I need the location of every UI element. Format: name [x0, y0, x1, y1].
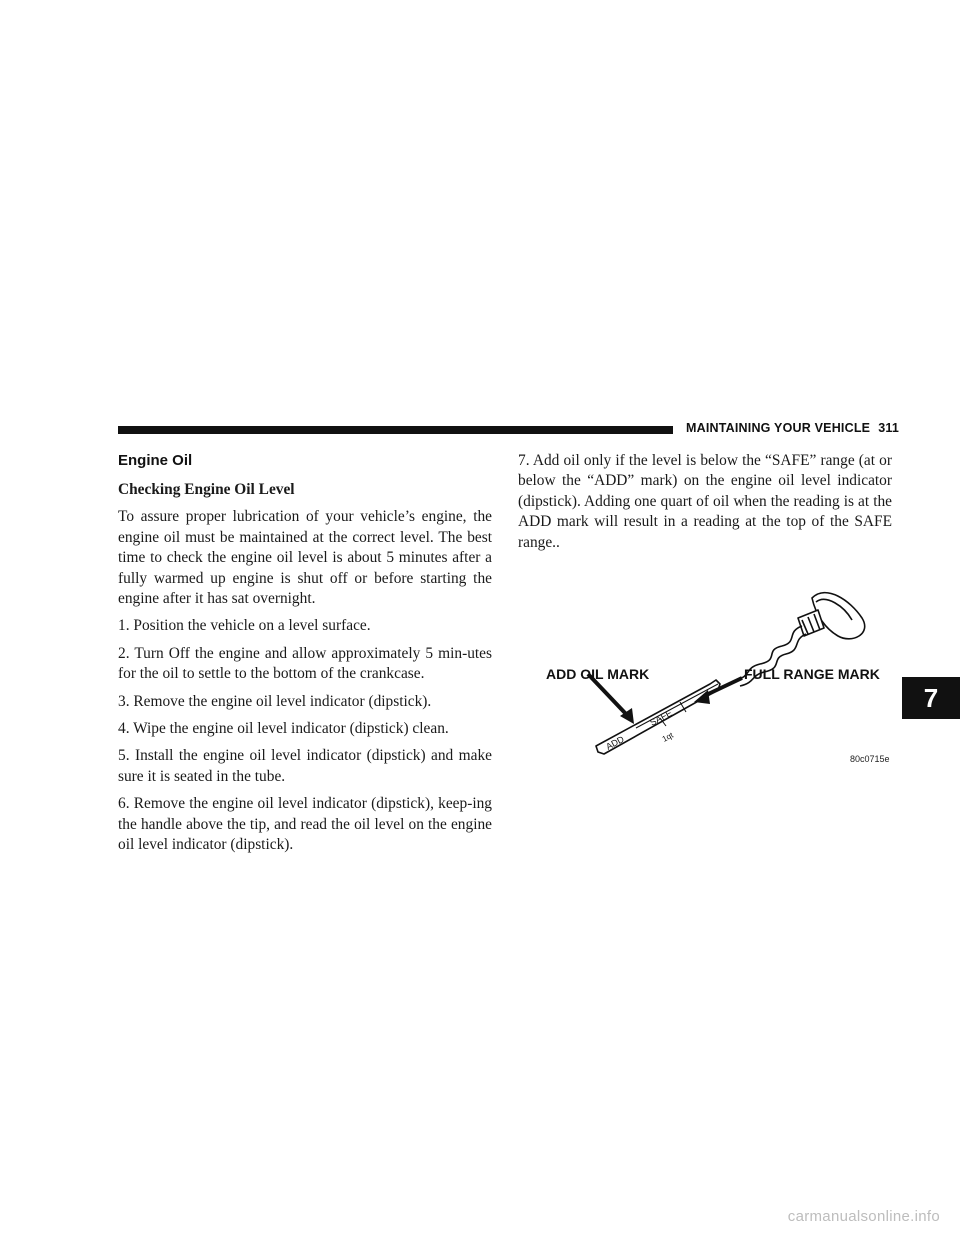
chapter-tab: 7: [902, 677, 960, 719]
intro-paragraph: To assure proper lubrication of your vehicle’s engine, the engine oil must be maintained at the correct level. The best time to check the engine oil level is about 5 minutes after a fully warmed up engine is shut off or before starting the engine after it has sat overnight.: [118, 508, 492, 608]
step-7: 7. Add oil only if the level is below the “SAFE” range (at or below the “ADD” mark) on the engine oil level indicator (dipstick). Adding one quart of oil when the reading is at the ADD mark will result in a reading at the top of the SAFE range..: [518, 452, 892, 551]
full-range-mark-label: FULL RANGE MARK: [744, 666, 880, 682]
step-1: 1. Position the vehicle on a level surface.: [118, 617, 371, 635]
dipstick-safe-mark: SAFE: [648, 707, 674, 728]
page-number: 311: [878, 421, 899, 435]
right-column: [518, 451, 892, 560]
dipstick-add-mark: ADD: [604, 734, 626, 752]
dipstick-figure: [540, 580, 896, 770]
watermark: carmanualsonline.info: [787, 1208, 940, 1225]
step-4: 4. Wipe the engine oil level indicator (dipstick) clean.: [118, 720, 449, 738]
header-section: MAINTAINING YOUR VEHICLE: [686, 421, 871, 435]
step-2: 2. Turn Off the engine and allow approximately 5 min-utes for the oil to settle to the bottom of the crankcase.: [118, 644, 492, 683]
dipstick-qt-mark: 1qt: [660, 730, 675, 744]
header-rule: [118, 426, 673, 434]
running-header: [686, 421, 899, 435]
add-oil-mark-label: ADD OIL MARK: [546, 666, 650, 682]
step-6: 6. Remove the engine oil level indicator (dipstick), keep-ing the handle above the tip, and read the oil level on the engine oil level indicator (dipstick).: [118, 795, 492, 854]
step-5: 5. Install the engine oil level indicator (dipstick) and make sure it is seated in the tube.: [118, 747, 492, 785]
subheading: Checking Engine Oil Level: [118, 481, 295, 498]
figure-code: 80c0715e: [850, 754, 890, 764]
step-3: 3. Remove the engine oil level indicator (dipstick).: [118, 692, 432, 710]
left-column: [118, 480, 492, 863]
section-title: Engine Oil: [118, 452, 193, 469]
